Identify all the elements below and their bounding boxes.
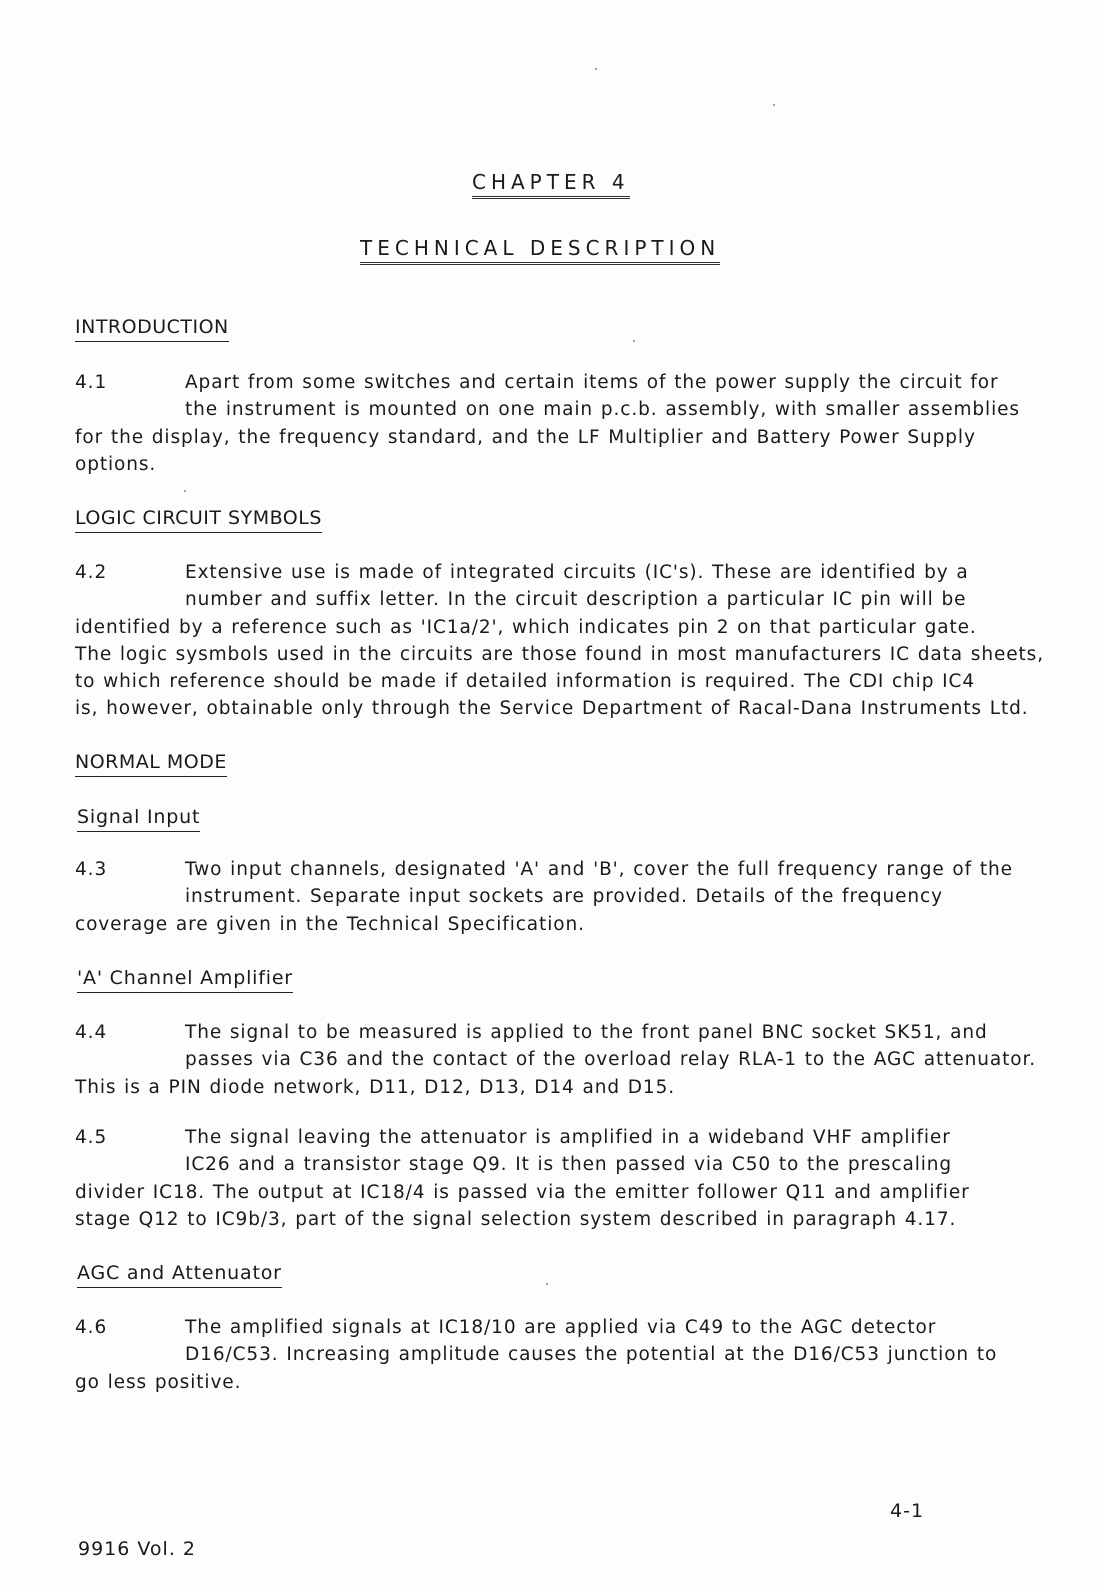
subheading-a-channel-amplifier: 'A' Channel Amplifier: [77, 967, 293, 993]
paragraph-text: passes via C36 and the contact of the overload relay RLA-1 to the AGC attenuator.: [185, 1049, 1037, 1071]
paragraph-line: options.: [75, 453, 157, 475]
section-title: TECHNICAL DESCRIPTION: [360, 236, 720, 265]
paragraph-text: Apart from some switches and certain items of the power supply the circuit for: [185, 372, 999, 393]
subheading-agc-and-attenuator: AGC and Attenuator: [77, 1262, 282, 1288]
subheading-signal-input: Signal Input: [77, 806, 200, 832]
paragraph-4-1: [75, 369, 1075, 478]
scan-speck: [546, 1283, 548, 1285]
paragraph-4-6: [75, 1314, 1075, 1396]
paragraph-text: D16/C53. Increasing amplitude causes the potential at the D16/C53 junction to: [185, 1344, 998, 1366]
paragraph-line: [75, 1341, 1075, 1368]
paragraph-line: coverage are given in the Technical Specification.: [75, 913, 585, 935]
scan-speck: [773, 104, 775, 106]
paragraph-number: 4.5: [75, 1127, 108, 1148]
paragraph-line: [75, 1314, 1075, 1341]
paragraph-text: The signal to be measured is applied to the front panel BNC socket SK51, and: [185, 1022, 988, 1043]
paragraph-line: [75, 559, 1075, 586]
paragraph-text: Two input channels, designated 'A' and 'B', cover the full frequency range of the: [185, 859, 1013, 880]
volume-label: 9916 Vol. 2: [78, 1538, 196, 1560]
paragraph-line: divider IC18. The output at IC18/4 is passed via the emitter follower Q11 and amplifier: [75, 1181, 970, 1203]
paragraph-number: 4.2: [75, 562, 108, 583]
page-number: 4-1: [890, 1500, 925, 1522]
scan-speck: [595, 68, 597, 70]
paragraph-line: to which reference should be made if detailed information is required. The CDI chip IC4: [75, 671, 975, 693]
paragraph-number: 4.4: [75, 1022, 108, 1043]
paragraph-line: [75, 369, 1075, 396]
paragraph-4-4: [75, 1019, 1075, 1101]
paragraph-4-2: [75, 559, 1075, 723]
heading-introduction: INTRODUCTION: [75, 316, 229, 342]
paragraph-text: IC26 and a transistor stage Q9. It is then passed via C50 to the prescaling: [185, 1154, 953, 1176]
paragraph-text: instrument. Separate input sockets are provided. Details of the frequency: [185, 886, 943, 908]
paragraph-line: [75, 1124, 1075, 1151]
paragraph-line: [75, 1046, 1075, 1073]
paragraph-text: The signal leaving the attenuator is amplified in a wideband VHF amplifier: [185, 1127, 951, 1148]
scan-speck: [184, 490, 186, 492]
paragraph-line: [75, 1151, 1075, 1178]
paragraph-line: [75, 883, 1075, 910]
paragraph-line: [75, 1019, 1075, 1046]
paragraph-line: stage Q12 to IC9b/3, part of the signal selection system described in paragraph 4.17.: [75, 1208, 957, 1230]
chapter-title: CHAPTER 4: [472, 170, 630, 199]
paragraph-text: Extensive use is made of integrated circuits (IC's). These are identified by a: [185, 562, 969, 583]
scan-speck: [633, 340, 635, 342]
paragraph-line: for the display, the frequency standard, and the LF Multiplier and Battery Power Supply: [75, 426, 976, 448]
heading-logic-circuit-symbols: LOGIC CIRCUIT SYMBOLS: [75, 507, 322, 533]
heading-normal-mode: NORMAL MODE: [75, 751, 227, 777]
paragraph-4-3: [75, 856, 1075, 938]
paragraph-text: the instrument is mounted on one main p.c.b. assembly, with smaller assemblies: [185, 399, 1020, 421]
paragraph-number: 4.6: [75, 1317, 108, 1338]
paragraph-number: 4.3: [75, 859, 108, 880]
paragraph-line: [75, 396, 1075, 423]
paragraph-line: [75, 856, 1075, 883]
paragraph-line: This is a PIN diode network, D11, D12, D13, D14 and D15.: [75, 1076, 676, 1098]
paragraph-number: 4.1: [75, 372, 108, 393]
paragraph-line: The logic sysmbols used in the circuits are those found in most manufacturers IC data sheets,: [75, 643, 1045, 665]
paragraph-line: is, however, obtainable only through the Service Department of Racal-Dana Instruments Ltd.: [75, 698, 1029, 720]
paragraph-line: identified by a reference such as 'IC1a/2', which indicates pin 2 on that particular gate.: [75, 616, 977, 638]
paragraph-line: go less positive.: [75, 1371, 242, 1393]
paragraph-text: The amplified signals at IC18/10 are applied via C49 to the AGC detector: [185, 1317, 937, 1338]
paragraph-4-5: [75, 1124, 1075, 1233]
paragraph-text: number and suffix letter. In the circuit description a particular IC pin will be: [185, 589, 967, 611]
paragraph-line: [75, 586, 1075, 613]
